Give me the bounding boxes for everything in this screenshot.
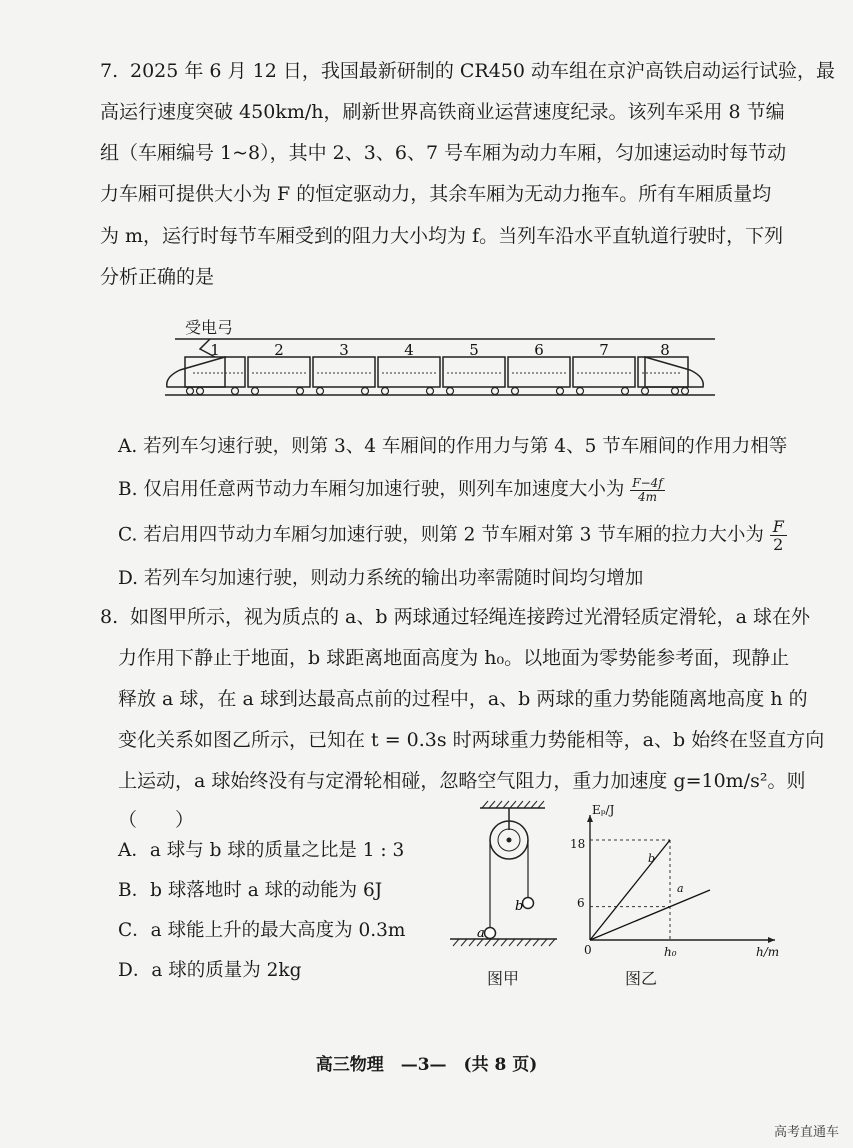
q7-option-a: A. 若列车匀速行驶，则第 3、4 车厢间的作用力与第 4、5 节车厢间的作用力相等 [118, 436, 788, 457]
car-number-6: 6 [534, 341, 544, 359]
q8-line-4: 变化关系如图乙所示，已知在 t = 0.3s 时两球重力势能相等，a、b 始终在竖直方向 [118, 729, 825, 751]
q7-line-5: 为 m，运行时每节车厢受到的阻力大小均为 f。当列车沿水平直轨道行驶时，下列 [100, 225, 784, 247]
origin-label: 0 [584, 943, 592, 957]
series-b-label: b [648, 852, 656, 865]
pantograph-label: 受电弓 [185, 318, 234, 337]
ball-b-label: b [515, 899, 524, 914]
q8-option-c: C．a 球能上升的最大高度为 0.3m [118, 920, 406, 941]
q8-option-d: D．a 球的质量为 2kg [118, 960, 302, 981]
y-tick-label-18: 18 [570, 837, 586, 851]
ball-a-label: a [477, 926, 485, 941]
pulley-figure [445, 800, 565, 960]
corner-watermark: 高考直通车 [773, 1125, 839, 1140]
figure-2-caption: 图乙 [625, 969, 658, 988]
q7-option-c-fraction [770, 518, 787, 553]
y-axis-label: Eₚ/J [592, 803, 615, 817]
fraction-denominator: 2 [773, 535, 784, 554]
car-number-5: 5 [469, 341, 479, 359]
q7-line-6: 分析正确的是 [100, 266, 215, 288]
q8-option-a: A．a 球与 b 球的质量之比是 1 : 3 [118, 840, 405, 861]
q7-option-b-fraction [630, 477, 664, 504]
q8-line-2: 力作用下静止于地面，b 球距离地面高度为 h₀。以地面为零势能参考面，现静止 [118, 647, 790, 669]
q8-answer-brackets: （ ） [118, 809, 195, 831]
train-diagram [155, 315, 725, 415]
car-number-7: 7 [599, 341, 609, 359]
series-a-label: a [677, 882, 684, 895]
x-axis-label: h/m [756, 945, 780, 959]
car-number-1: 1 [210, 341, 220, 359]
q7-line-1: 2025 年 6 月 12 日，我国最新研制的 CR450 动车组在京沪高铁启动运行试验，最 [130, 60, 836, 82]
q7-line-4: 力车厢可提供大小为 F 的恒定驱动力，其余车厢为无动力拖车。所有车厢质量均 [100, 183, 772, 205]
q8-line-1: 如图甲所示，视为质点的 a、b 两球通过轻绳连接跨过光滑轻质定滑轮，a 球在外 [130, 606, 810, 628]
q7-option-b-text: B. 仅启用任意两节动力车厢匀加速行驶，则列车加速度大小为 [118, 479, 625, 500]
car-number-4: 4 [404, 341, 414, 359]
page-footer: 高三物理 —3— (共 8 页) [315, 1055, 538, 1075]
q8-line-5: 上运动，a 球始终没有与定滑轮相碰，忽略空气阻力，重力加速度 g=10m/s²。则 [118, 770, 806, 792]
ep-h-chart [570, 800, 785, 965]
fraction-numerator: F−4f [632, 475, 663, 490]
figure-1-caption: 图甲 [487, 969, 520, 988]
q7-option-b [118, 475, 665, 504]
q8-line-3: 释放 a 球，在 a 球到达最高点前的过程中，a、b 两球的重力势能随离地高度 h 的 [118, 688, 808, 710]
q8-option-b: B．b 球落地时 a 球的动能为 6J [118, 880, 383, 901]
q7-option-c-text: C. 若启用四节动力车厢匀加速行驶，则第 2 节车厢对第 3 节车厢的拉力大小为 [118, 524, 764, 546]
q7-line-2: 高运行速度突破 450km/h，刷新世界高铁商业运营速度纪录。该列车采用 8 节编 [100, 101, 785, 123]
q7-option-c [118, 518, 787, 553]
question-8-number: 8. [100, 606, 119, 628]
car-number-3: 3 [339, 341, 349, 359]
fraction-denominator: 4m [637, 489, 657, 504]
series-line-b [590, 840, 670, 940]
fraction-numerator: F [770, 518, 787, 536]
car-number-8: 8 [660, 341, 670, 359]
series-line-a [590, 890, 710, 940]
car-number-2: 2 [274, 341, 284, 359]
question-7-number: 7. [100, 60, 119, 82]
q7-line-3: 组（车厢编号 1~8），其中 2、3、6、7 号车厢为动力车厢，匀加速运动时每节动 [100, 142, 787, 164]
y-tick-label-6: 6 [577, 896, 585, 910]
x-tick-label-h0: h₀ [664, 945, 677, 959]
q7-option-d: D. 若列车匀加速行驶，则动力系统的输出功率需随时间均匀增加 [118, 568, 644, 589]
train-figure [155, 315, 725, 415]
